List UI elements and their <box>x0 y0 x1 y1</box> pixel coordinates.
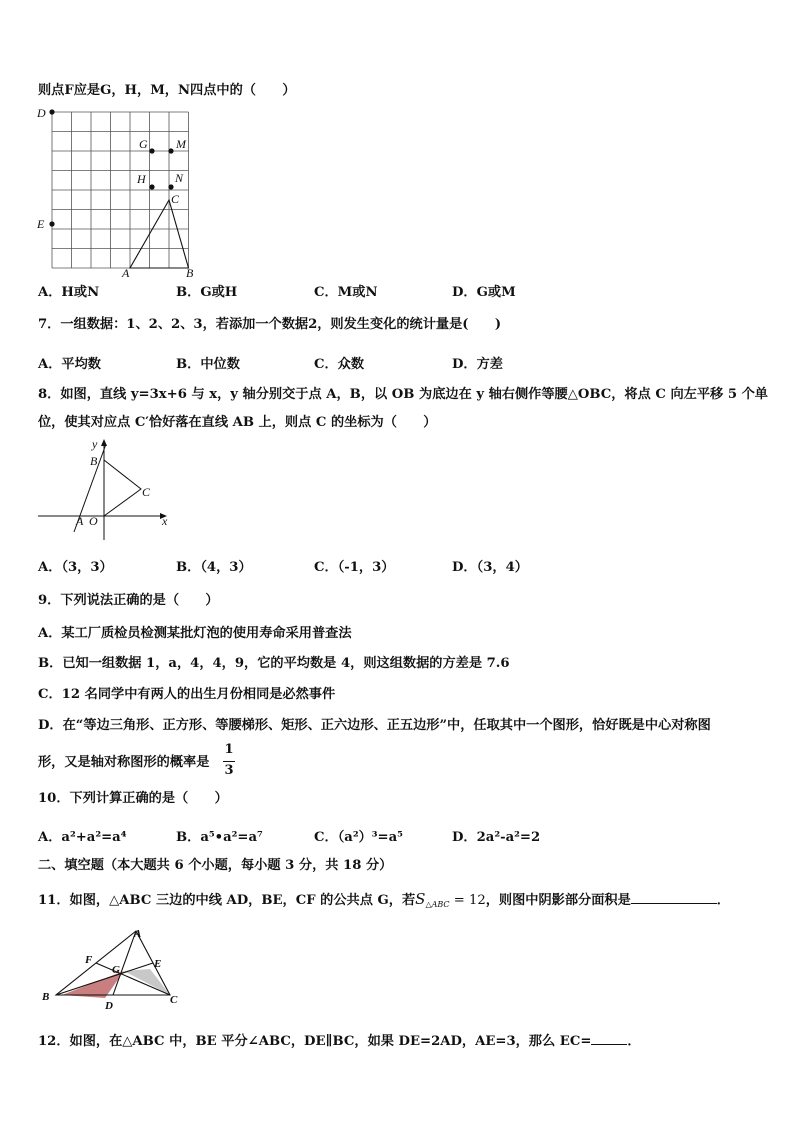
grid-points <box>49 109 173 226</box>
q6-grid-figure <box>34 102 204 280</box>
formula-subscript: △ABC <box>425 900 450 909</box>
label-o: O <box>89 514 98 528</box>
fraction-denominator: 3 <box>224 763 234 778</box>
q9-option-c: C．12 名同学中有两人的出生月份相同是必然事件 <box>38 687 336 702</box>
label-b: B <box>42 991 50 1003</box>
label-a: A <box>76 514 84 528</box>
label-h: H <box>137 172 146 186</box>
triangle-abc <box>130 200 189 268</box>
q11-stem-after: ，则图中阴影部分面积是 <box>485 893 631 908</box>
section-heading: 二、填空题（本大题共 6 个小题，每小题 3 分，共 18 分） <box>38 858 393 873</box>
q10-option-d: D．2a²-a²=2 <box>452 830 541 845</box>
q8-option-b: B．（4，3） <box>176 560 252 575</box>
q11-figure <box>36 925 188 1013</box>
label-n: N <box>175 171 184 185</box>
label-c: C <box>142 485 151 499</box>
q12-stem-text: 12．如图，在△ABC 中，BE 平分∠ABC，DE∥BC，如果 DE=2AD，AE=3，那么 EC= <box>38 1034 592 1049</box>
q11-stem-end: ． <box>716 893 730 908</box>
q8-option-d: D．（3，4） <box>452 560 528 575</box>
q9-option-d-line2: 形，又是轴对称图形的概率是 <box>38 755 210 770</box>
label-d: D <box>37 106 46 120</box>
q7-option-a: A．平均数 <box>38 357 101 372</box>
label-d: D <box>105 1000 113 1012</box>
q10-option-a: A．a²+a²=a⁴ <box>38 830 127 845</box>
answer-blank-12[interactable] <box>591 1030 627 1045</box>
q8-option-c: C．（-1，3） <box>314 560 395 575</box>
q9-stem: 9．下列说法正确的是（ ） <box>38 593 219 608</box>
label-g: G <box>139 137 148 151</box>
label-f: F <box>85 954 93 966</box>
q9-option-b: B．已知一组数据 1，a，4，4，9，它的平均数是 4，则这组数据的方差是 7.6 <box>38 656 510 671</box>
q8-stem-line1: 8．如图，直线 y=3x+6 与 x，y 轴分别交于点 A，B，以 OB 为底边在 y 轴右侧作等腰△OBC，将点 C 向左平移 5 个单 <box>38 387 768 402</box>
grid-lines <box>52 112 189 268</box>
fraction-bar <box>223 761 235 762</box>
q6-option-c: C．M或N <box>314 285 378 300</box>
q6-stem: 则点F应是G，H，M，N四点中的（ ） <box>38 83 296 98</box>
label-e: E <box>154 958 162 970</box>
label-c: C <box>170 994 178 1006</box>
q6-option-b: B．G或H <box>176 285 238 300</box>
label-e: E <box>37 217 45 231</box>
label-x: x <box>162 514 168 528</box>
q8-figure <box>36 436 172 544</box>
q11-stem <box>38 889 730 914</box>
label-a: A <box>134 928 142 940</box>
q6-option-d: D．G或M <box>452 285 516 300</box>
fraction-numerator: 1 <box>224 742 234 757</box>
label-m: M <box>176 137 186 151</box>
answer-blank-11[interactable] <box>631 889 717 904</box>
q7-option-b: B．中位数 <box>176 357 240 372</box>
q12-stem <box>38 1030 641 1051</box>
q6-option-a: A．H或N <box>38 285 100 300</box>
label-b: B <box>90 454 98 468</box>
q10-option-b: B．a⁵•a²=a⁷ <box>176 830 263 845</box>
q11-stem-before: 11．如图，△ABC 三边的中线 AD，BE，CF 的公共点 G，若 <box>38 893 416 908</box>
formula-eq: = 12 <box>449 893 486 908</box>
q8-option-a: A．（3，3） <box>38 560 113 575</box>
label-b: B <box>186 266 194 280</box>
q10-option-c: C．（a²）³=a⁵ <box>314 830 403 845</box>
label-y: y <box>92 437 98 451</box>
q9-option-d-line1: D．在“等边三角形、正方形、等腰梯形、矩形、正六边形、正五边形”中，任取其中一个图形，恰好既是中心对称图 <box>38 718 711 733</box>
q7-stem: 7．一组数据：1、2、2、3，若添加一个数据2，则发生变化的统计量是( ) <box>38 317 502 332</box>
q10-stem: 10．下列计算正确的是（ ） <box>38 791 228 806</box>
q7-option-d: D．方差 <box>452 357 503 372</box>
formula-s: S <box>415 890 426 908</box>
label-c: C <box>171 192 180 206</box>
q9-option-a: A．某工厂质检员检测某批灯泡的使用寿命采用普查法 <box>38 626 352 641</box>
label-g: G <box>112 964 120 976</box>
q12-stem-end: ． <box>627 1034 641 1049</box>
q8-stem-line2: 位，使其对应点 C′恰好落在直线 AB 上，则点 C 的坐标为（ ） <box>38 415 437 430</box>
q7-option-c: C．众数 <box>314 357 365 372</box>
label-a: A <box>122 266 130 280</box>
triangle-obc <box>104 460 141 516</box>
